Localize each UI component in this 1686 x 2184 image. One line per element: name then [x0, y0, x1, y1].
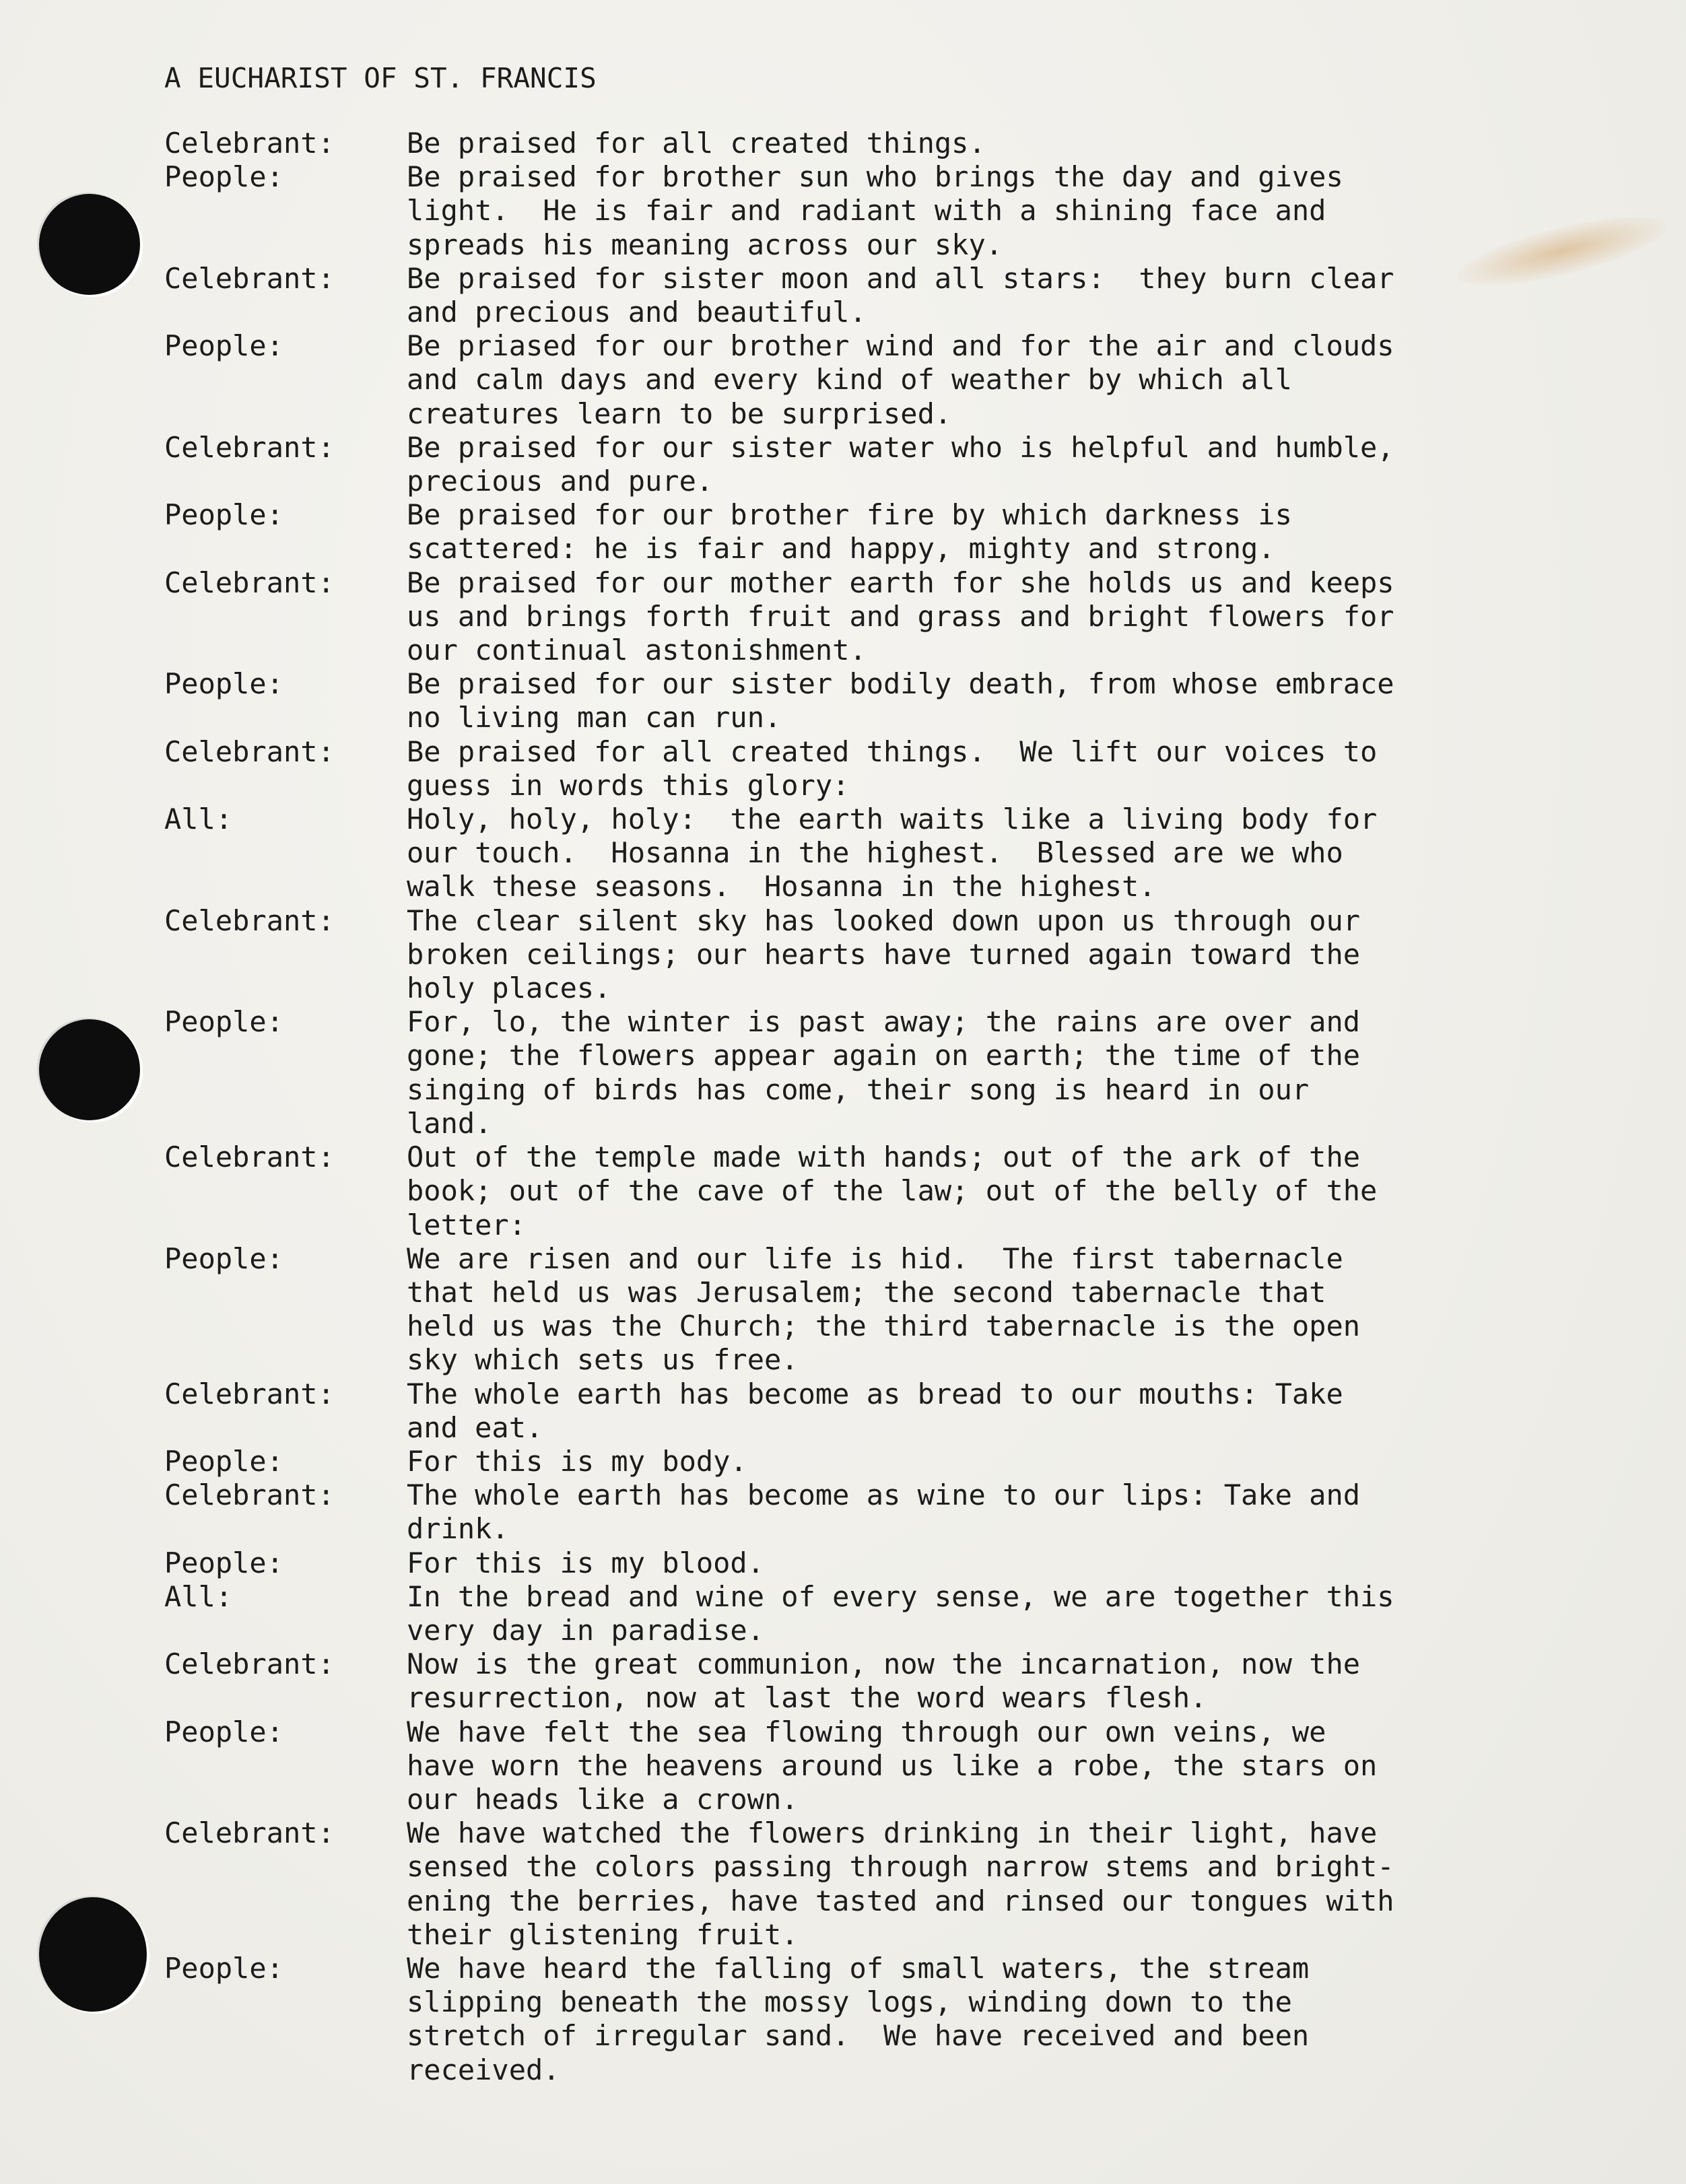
- text-line: our heads like a crown.: [407, 1782, 799, 1816]
- speaker-label: People:: [164, 1005, 284, 1039]
- text-line: We have watched the flowers drinking in their light, have: [407, 1816, 1378, 1850]
- text-line: precious and pure.: [407, 465, 714, 498]
- liturgy-entry: [164, 667, 1673, 735]
- liturgy-entry: [164, 498, 1673, 566]
- speaker-label: Celebrant:: [164, 903, 335, 937]
- speaker-label: Celebrant:: [164, 1647, 335, 1681]
- response-text: [407, 1647, 1673, 1715]
- text-line: We have felt the sea flowing through our own veins, we: [407, 1715, 1326, 1748]
- speaker-label: Celebrant:: [164, 261, 335, 295]
- liturgy-entry: [164, 127, 1673, 160]
- response-text: [407, 498, 1673, 566]
- liturgy-entry: [164, 1445, 1673, 1478]
- speaker-label: People:: [164, 1241, 284, 1275]
- text-line: gone; the flowers appear again on earth; the time of the: [407, 1039, 1361, 1072]
- liturgy-entry: [164, 1715, 1673, 1817]
- text-line: For this is my blood.: [407, 1546, 765, 1579]
- speaker-label: Celebrant:: [164, 1816, 335, 1850]
- speaker-label: All:: [164, 1579, 233, 1613]
- text-line: holy places.: [407, 971, 611, 1005]
- text-line: We have heard the falling of small waters, the stream: [407, 1951, 1310, 1985]
- response-text: [407, 1580, 1673, 1647]
- speaker-label: All:: [164, 803, 233, 836]
- text-line: Be praised for all created things.: [407, 127, 986, 160]
- text-line: resurrection, now at last the word wears flesh.: [407, 1681, 1207, 1715]
- text-line: that held us was Jerusalem; the second tabernacle that: [407, 1275, 1326, 1309]
- liturgy-entry: [164, 803, 1673, 904]
- response-text: [407, 1715, 1673, 1817]
- speaker-label: People:: [164, 1715, 284, 1748]
- punch-hole-top: [39, 194, 140, 295]
- text-line: guess in words this glory:: [407, 768, 850, 802]
- text-line: Out of the temple made with hands; out of the ark of the: [407, 1140, 1361, 1174]
- text-line: and eat.: [407, 1410, 543, 1444]
- speaker-label: Celebrant:: [164, 1478, 335, 1512]
- response-text: [407, 127, 1673, 160]
- text-line: stretch of irregular sand. We have received and been: [407, 2019, 1310, 2053]
- text-line: land.: [407, 1106, 492, 1140]
- text-line: our touch. Hosanna in the highest. Blessed are we who: [407, 836, 1343, 870]
- text-line: In the bread and wine of every sense, we are together this: [407, 1579, 1394, 1613]
- liturgy-entry: [164, 1005, 1673, 1140]
- speaker-label: People:: [164, 160, 284, 194]
- liturgy-entry: [164, 1140, 1673, 1242]
- text-line: Be praised for our sister water who is helpful and humble,: [407, 430, 1394, 464]
- text-line: singing of birds has come, their song is heard in our: [407, 1072, 1310, 1106]
- response-text: [407, 1445, 1673, 1478]
- text-line: spreads his meaning across our sky.: [407, 228, 1003, 261]
- response-text: [407, 160, 1673, 262]
- liturgy-entry: [164, 566, 1673, 668]
- text-line: letter:: [407, 1208, 527, 1241]
- text-line: scattered: he is fair and happy, mighty and strong.: [407, 532, 1275, 566]
- liturgy-entry: [164, 1478, 1673, 1546]
- response-text: [407, 566, 1673, 668]
- speaker-label: People:: [164, 329, 284, 363]
- response-text: [407, 431, 1673, 498]
- punch-hole-middle: [39, 1019, 140, 1120]
- text-line: Be praised for brother sun who brings the day and gives: [407, 160, 1343, 194]
- liturgy-entry: [164, 1952, 1673, 2087]
- response-text: [407, 1140, 1673, 1242]
- response-text: [407, 1546, 1673, 1580]
- response-text: [407, 262, 1673, 329]
- text-line: our continual astonishment.: [407, 634, 867, 667]
- liturgy-script: [164, 127, 1673, 2087]
- liturgy-entry: [164, 1377, 1673, 1445]
- text-line: Holy, holy, holy: the earth waits like a living body for: [407, 803, 1378, 836]
- text-line: Now is the great communion, now the incarnation, now the: [407, 1647, 1361, 1681]
- speaker-label: People:: [164, 1444, 284, 1478]
- liturgy-entry: [164, 1816, 1673, 1952]
- text-line: slipping beneath the mossy logs, winding down to the: [407, 1985, 1292, 2019]
- speaker-label: Celebrant:: [164, 430, 335, 464]
- text-line: Be praised for our sister bodily death, from whose embrace: [407, 667, 1394, 701]
- text-line: For this is my body.: [407, 1444, 747, 1478]
- text-line: very day in paradise.: [407, 1613, 765, 1647]
- text-line: light. He is fair and radiant with a shining face and: [407, 194, 1326, 228]
- text-line: drink.: [407, 1512, 509, 1546]
- speaker-label: People:: [164, 667, 284, 701]
- response-text: [407, 329, 1673, 431]
- text-line: and calm days and every kind of weather by which all: [407, 363, 1292, 397]
- text-line: We are risen and our life is hid. The first tabernacle: [407, 1241, 1343, 1275]
- text-line: Be praised for our mother earth for she holds us and keeps: [407, 566, 1394, 599]
- text-line: their glistening fruit.: [407, 1917, 799, 1951]
- text-line: book; out of the cave of the law; out of the belly of the: [407, 1174, 1378, 1208]
- response-text: [407, 735, 1673, 803]
- speaker-label: Celebrant:: [164, 127, 335, 160]
- text-line: Be priased for our brother wind and for the air and clouds: [407, 329, 1394, 363]
- liturgy-entry: [164, 431, 1673, 498]
- liturgy-entry: [164, 904, 1673, 1006]
- speaker-label: Celebrant:: [164, 735, 335, 768]
- response-text: [407, 667, 1673, 735]
- text-line: no living man can run.: [407, 701, 782, 735]
- liturgy-entry: [164, 735, 1673, 803]
- liturgy-entry: [164, 329, 1673, 431]
- response-text: [407, 1816, 1673, 1952]
- text-line: Be praised for sister moon and all stars: they burn clear: [407, 261, 1394, 295]
- liturgy-entry: [164, 1647, 1673, 1715]
- document-title: A EUCHARIST OF ST. FRANCIS: [164, 62, 597, 94]
- response-text: [407, 1952, 1673, 2087]
- text-line: and precious and beautiful.: [407, 296, 867, 329]
- text-line: For, lo, the winter is past away; the rains are over and: [407, 1005, 1361, 1039]
- liturgy-entry: [164, 262, 1673, 329]
- speaker-label: People:: [164, 1546, 284, 1579]
- text-line: have worn the heavens around us like a robe, the stars on: [407, 1748, 1378, 1782]
- text-line: Be praised for all created things. We lift our voices to: [407, 735, 1378, 768]
- text-line: The clear silent sky has looked down upon us through our: [407, 903, 1361, 937]
- speaker-label: Celebrant:: [164, 1140, 335, 1174]
- speaker-label: Celebrant:: [164, 566, 335, 599]
- text-line: sky which sets us free.: [407, 1343, 799, 1377]
- text-line: The whole earth has become as bread to our mouths: Take: [407, 1377, 1343, 1410]
- liturgy-entry: [164, 1546, 1673, 1580]
- text-line: held us was the Church; the third tabernacle is the open: [407, 1309, 1361, 1343]
- text-line: us and brings forth fruit and grass and bright flowers for: [407, 599, 1394, 633]
- liturgy-entry: [164, 1580, 1673, 1647]
- speaker-label: Celebrant:: [164, 1377, 335, 1410]
- liturgy-entry: [164, 160, 1673, 262]
- response-text: [407, 904, 1673, 1006]
- speaker-label: People:: [164, 498, 284, 532]
- response-text: [407, 1478, 1673, 1546]
- punch-hole-bottom: [39, 1897, 147, 2012]
- text-line: broken ceilings; our hearts have turned again toward the: [407, 937, 1361, 971]
- response-text: [407, 803, 1673, 904]
- response-text: [407, 1242, 1673, 1377]
- text-line: The whole earth has become as wine to our lips: Take and: [407, 1478, 1361, 1512]
- speaker-label: People:: [164, 1951, 284, 1985]
- text-line: walk these seasons. Hosanna in the highest.: [407, 870, 1156, 903]
- text-line: Be praised for our brother fire by which darkness is: [407, 498, 1292, 532]
- response-text: [407, 1377, 1673, 1445]
- text-line: sensed the colors passing through narrow stems and bright-: [407, 1850, 1394, 1884]
- text-line: ening the berries, have tasted and rinsed our tongues with: [407, 1884, 1394, 1917]
- liturgy-entry: [164, 1242, 1673, 1377]
- response-text: [407, 1005, 1673, 1140]
- text-line: received.: [407, 2053, 560, 2086]
- text-line: creatures learn to be surprised.: [407, 397, 952, 430]
